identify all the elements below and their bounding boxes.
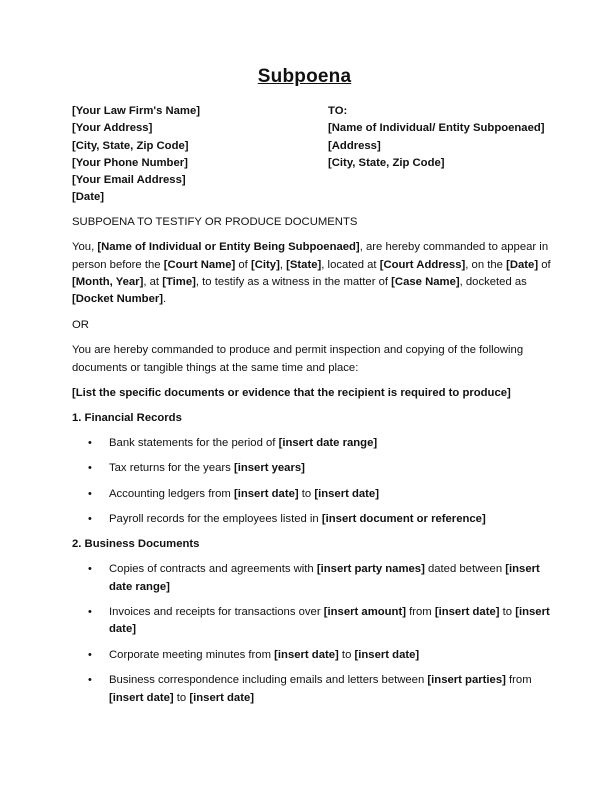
list-item-continuation: [insert date] to [insert date] xyxy=(109,692,255,704)
bullet-icon: • xyxy=(88,437,92,449)
subpoena-heading: SUBPOENA TO TESTIFY OR PRODUCE DOCUMENTS xyxy=(72,216,358,228)
recipient-to: TO: xyxy=(328,105,348,117)
bullet-icon: • xyxy=(88,513,92,525)
list-item: Accounting ledgers from [insert date] to [insert date] xyxy=(109,488,379,500)
bullet-icon: • xyxy=(88,462,92,474)
sender-address: [Your Address] xyxy=(72,122,153,134)
recipient-address: [Address] xyxy=(328,140,381,152)
bullet-icon: • xyxy=(88,649,92,661)
bullet-icon: • xyxy=(88,488,92,500)
bullet-icon: • xyxy=(88,606,92,618)
sender-email: [Your Email Address] xyxy=(72,174,186,186)
list-item-continuation: date] xyxy=(109,623,136,635)
list-instruction: [List the specific documents or evidence that the recipient is required to produce] xyxy=(72,387,511,399)
sender-firm: [Your Law Firm's Name] xyxy=(72,105,201,117)
sender-date: [Date] xyxy=(72,191,105,203)
list-item: Copies of contracts and agreements with [insert party names] dated between [insert xyxy=(109,563,540,575)
list-item-continuation: date range] xyxy=(109,581,170,593)
list-item: Corporate meeting minutes from [insert date] to [insert date] xyxy=(109,649,420,661)
sender-city: [City, State, Zip Code] xyxy=(72,140,189,152)
list-item: Payroll records for the employees listed in [insert document or reference] xyxy=(109,513,486,525)
bullet-icon: • xyxy=(88,563,92,575)
recipient-name: [Name of Individual/ Entity Subpoenaed] xyxy=(328,122,545,134)
paragraph-1-line-4: [Docket Number]. xyxy=(72,293,167,305)
recipient-city: [City, State, Zip Code] xyxy=(328,157,445,169)
or-separator: OR xyxy=(72,319,89,331)
sender-phone: [Your Phone Number] xyxy=(72,157,188,169)
list-item: Tax returns for the years [insert years] xyxy=(109,462,305,474)
document-title: Subpoena xyxy=(257,66,352,87)
list-item: Invoices and receipts for transactions over [insert amount] from [insert date] to [insert xyxy=(109,606,550,618)
section-2-heading: 2. Business Documents xyxy=(72,538,200,550)
section-1-heading: 1. Financial Records xyxy=(72,412,182,424)
list-item: Bank statements for the period of [insert date range] xyxy=(109,437,378,449)
list-item: Business correspondence including emails and letters between [insert parties] from xyxy=(109,674,532,686)
paragraph-2-line-1: You are hereby commanded to produce and permit inspection and copying of the following xyxy=(72,344,524,356)
paragraph-1-line-3: [Month, Year], at [Time], to testify as a witness in the matter of [Case Name], docketed as xyxy=(72,276,527,288)
bullet-icon: • xyxy=(88,674,92,686)
paragraph-1-line-1: You, [Name of Individual or Entity Being Subpoenaed], are hereby commanded to appear in xyxy=(72,241,549,253)
paragraph-2-line-2: documents or tangible things at the same time and place: xyxy=(72,362,359,374)
paragraph-1-line-2: person before the [Court Name] of [City], [State], located at [Court Address], on the [Date] of xyxy=(72,259,551,271)
